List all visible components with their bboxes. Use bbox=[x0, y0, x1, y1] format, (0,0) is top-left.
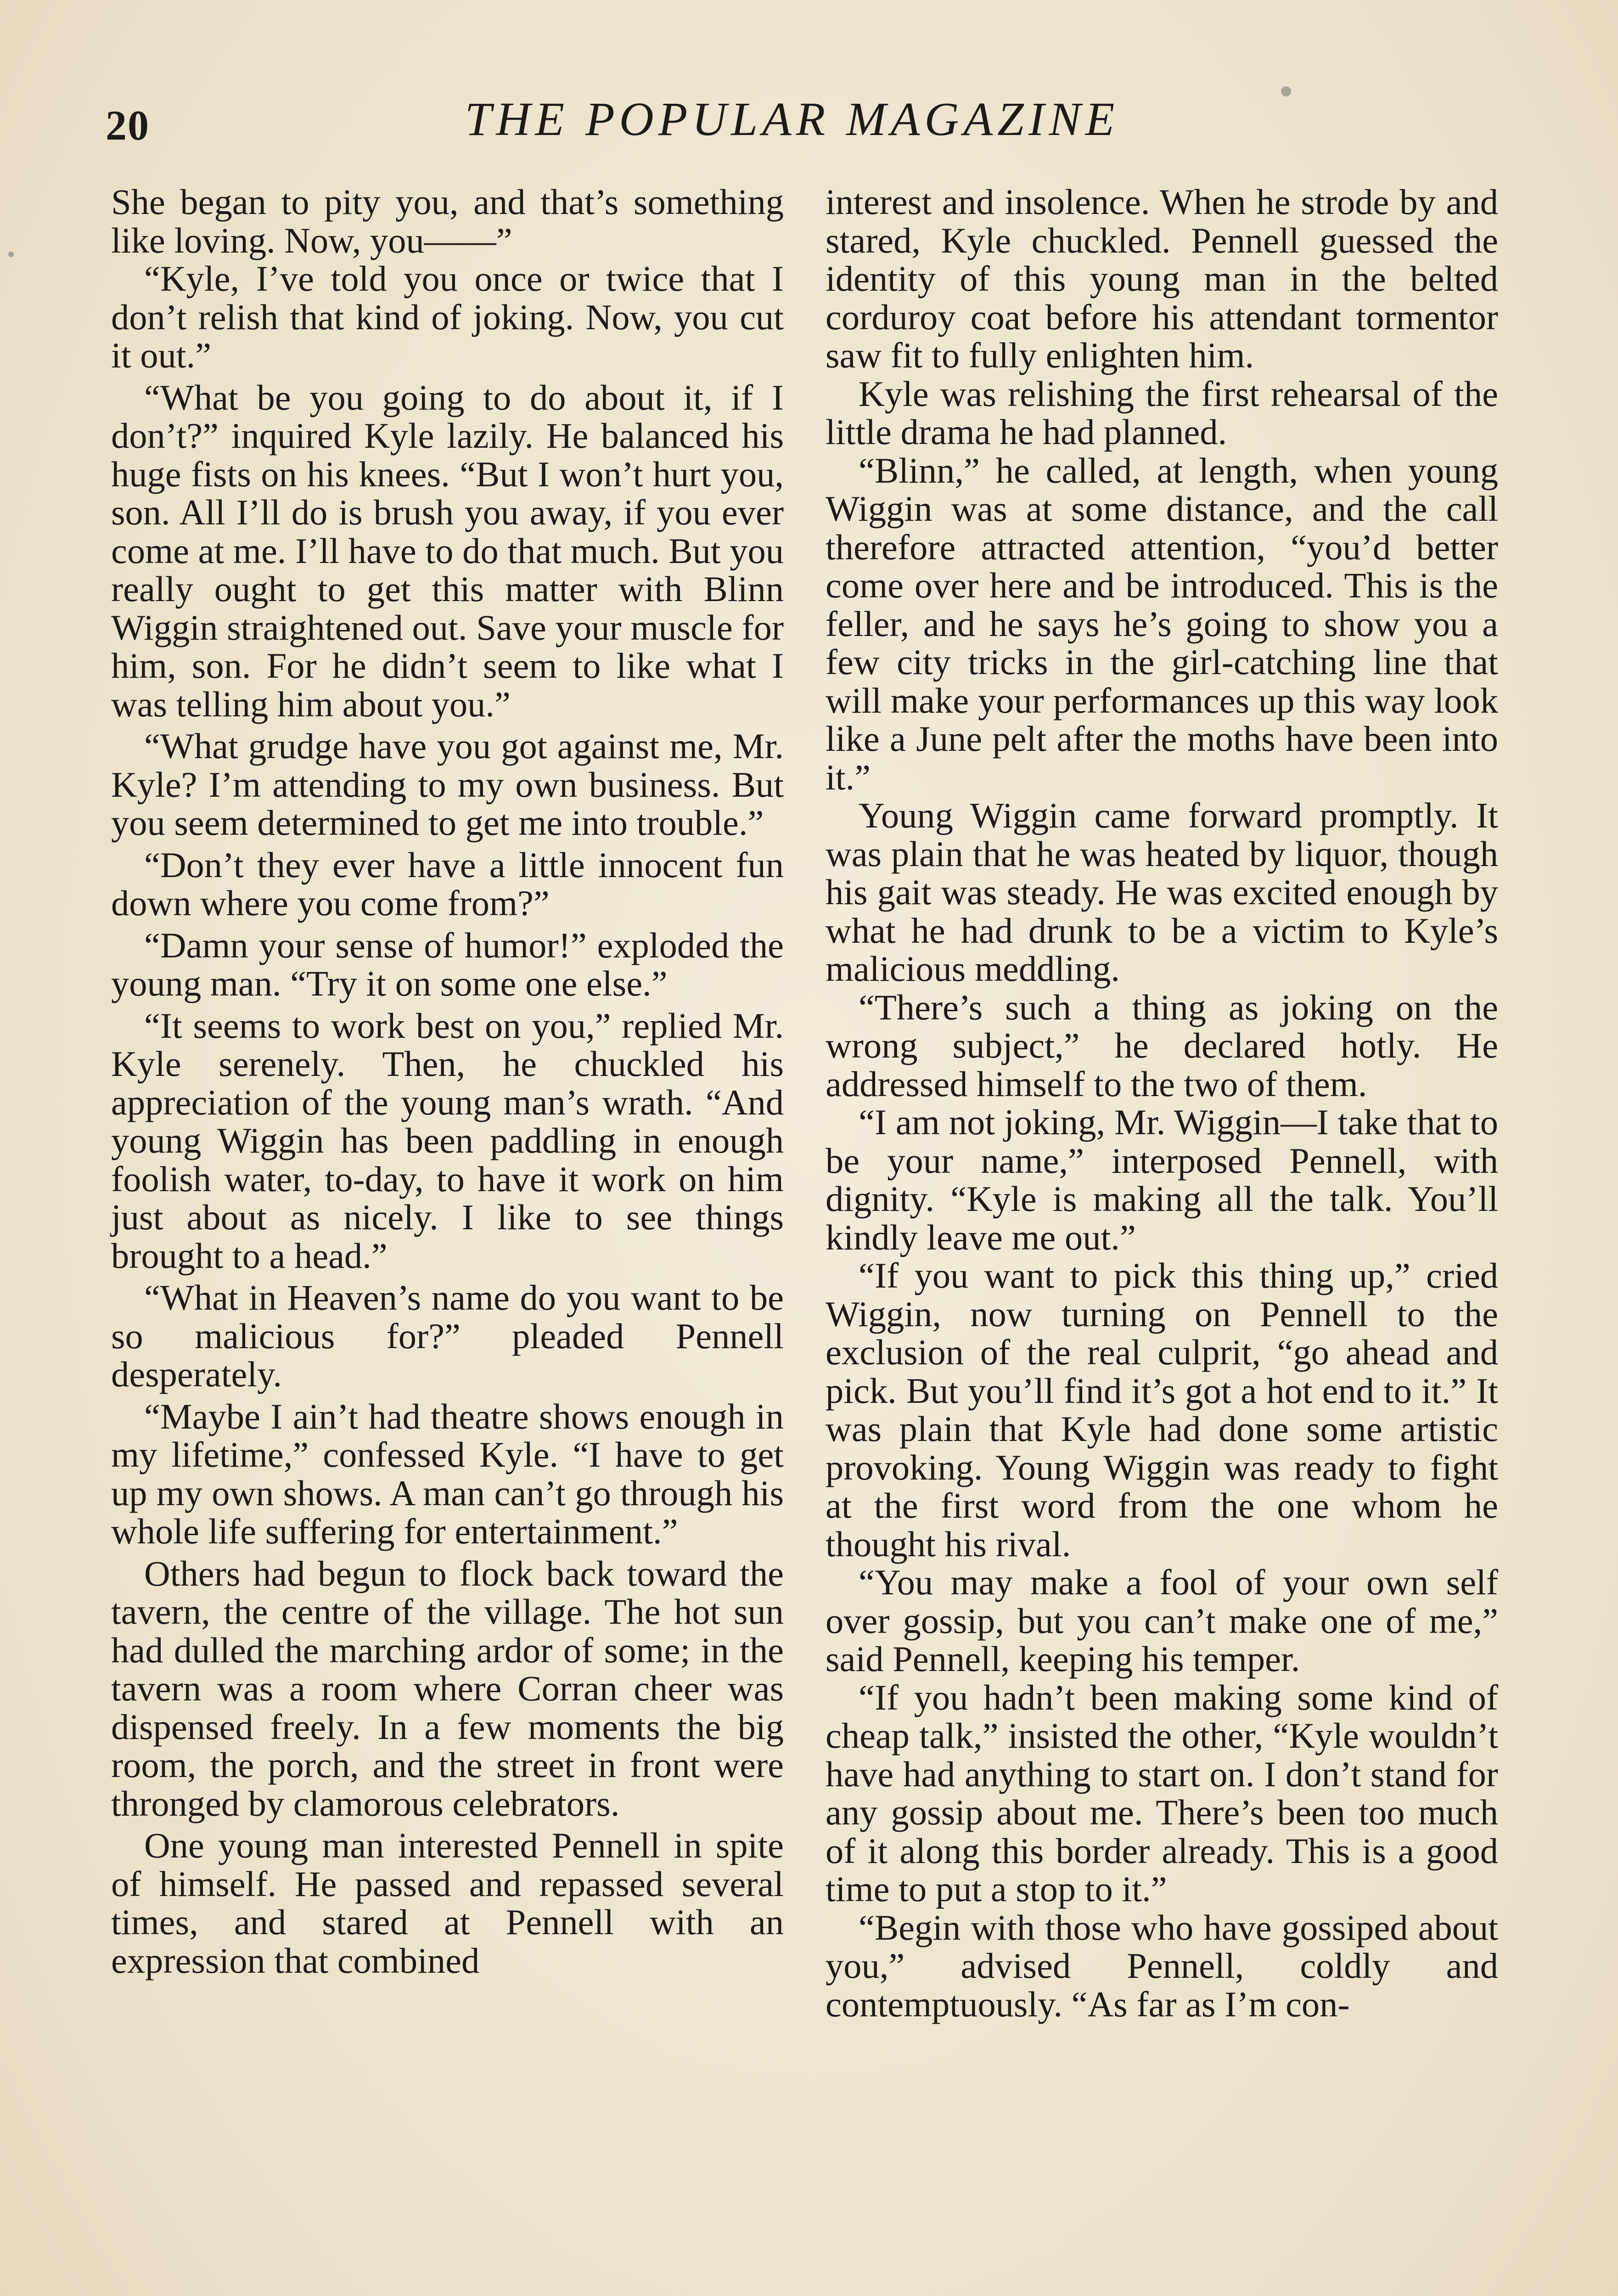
paragraph: Kyle was relishing the first rehearsal of the little drama he had planned. bbox=[826, 373, 1498, 452]
paragraph: “What be you going to do about it, if I don’t?” inquired Kyle lazily. He balanced his huge fists on his knees. “But I won’t hurt you, son. All I’ll do is brush you away, if you ever come at me. I’ll have to do that much. But you really ought to get this matter with Blinn Wiggin straightened out. Save your muscle for him, son. For he didn’t seem to like what I was telling him about you.” bbox=[111, 377, 784, 724]
paragraph: “Kyle, I’ve told you once or twice that I don’t relish that kind of joking. Now, you cut it out.” bbox=[111, 259, 784, 375]
paper-speck bbox=[1281, 86, 1291, 96]
paragraph: “What grudge have you got against me, Mr. Kyle? I’m attending to my own business. But you seem determined to get me into trouble.” bbox=[111, 726, 784, 843]
page-header bbox=[106, 92, 1478, 161]
paragraph: “Blinn,” he called, at length, when young Wiggin was at some distance, and the call therefore attracted attention, “you’d better come over here and be introduced. This is the feller, and he says he’s going to show you a few city tricks in the girl-catching line that will make your performances up this way look like a June pelt after the moths have been into it.” bbox=[826, 450, 1498, 797]
left-column bbox=[111, 183, 784, 1980]
paragraph: One young man interested Pennell in spite of himself. He passed and repassed several times, and stared at Pennell with an expression that combined bbox=[111, 1825, 784, 1981]
paragraph: Others had begun to flock back toward the tavern, the centre of the village. The hot sun had dulled the marching ardor of some; in the tavern was a room where Corran cheer was dispensed freely. In a few moments the big room, the porch, and the street in front were thronged by clamorous celebrators. bbox=[111, 1553, 784, 1823]
running-head: THE POPULAR MAGAZINE bbox=[465, 93, 1119, 146]
paragraph: “If you want to pick this thing up,” cried Wiggin, now turning on Pennell to the exclusion of the real culprit, “go ahead and pick. But you’ll find it’s got a hot end to it.” It was plain that Kyle had done some artistic provoking. Young Wiggin was ready to fight at the first word from the one whom he thought his rival. bbox=[826, 1255, 1498, 1564]
paragraph: “Begin with those who have gossiped about you,” advised Pennell, coldly and contemptuously. “As far as I’m con- bbox=[826, 1907, 1498, 2024]
paragraph: “There’s such a thing as joking on the wrong subject,” he declared hotly. He addressed himself to the two of them. bbox=[826, 987, 1498, 1104]
paragraph: interest and insolence. When he strode by and stared, Kyle chuckled. Pennell guessed the identity of this young man in the belted corduroy coat before his attendant tormentor saw fit to fully enlighten him. bbox=[826, 182, 1498, 375]
paragraph: “You may make a fool of your own self over gossip, but you can’t make one of me,” said Pennell, keeping his temper. bbox=[826, 1562, 1498, 1679]
paragraph: “If you hadn’t been making some kind of cheap talk,” insisted the other, “Kyle wouldn’t have had anything to start on. I don’t stand for any gossip about me. There’s been too much of it along this border already. This is a good time to put a stop to it.” bbox=[826, 1677, 1498, 1909]
right-column bbox=[826, 183, 1498, 2023]
paragraph: “Damn your sense of humor!” exploded the young man. “Try it on some one else.” bbox=[111, 925, 784, 1003]
paragraph: “Don’t they ever have a little innocent fun down where you come from?” bbox=[111, 844, 784, 923]
paragraph: “It seems to work best on you,” replied Mr. Kyle serenely. Then, he chuckled his appreciation of the young man’s wrath. “And young Wiggin has been paddling in enough foolish water, to-day, to have it work on him just about as nicely. I like to see things brought to a head.” bbox=[111, 1005, 784, 1276]
paragraph: “What in Heaven’s name do you want to be so malicious for?” pleaded Pennell desperately. bbox=[111, 1277, 784, 1394]
paragraph: Young Wiggin came forward promptly. It was plain that he was heated by liquor, though his gait was steady. He was excited enough by what he had drunk to be a victim to Kyle’s malicious meddling. bbox=[826, 795, 1498, 989]
page-number: 20 bbox=[106, 102, 150, 149]
paragraph: “Maybe I ain’t had theatre shows enough in my lifetime,” confessed Kyle. “I have to get up my own shows. A man can’t go through his whole life suffering for entertainment.” bbox=[111, 1396, 784, 1551]
paragraph: “I am not joking, Mr. Wiggin—I take that to be your name,” interposed Pennell, with dignity. “Kyle is making all the talk. You’ll kindly leave me out.” bbox=[826, 1102, 1498, 1257]
paper-speck bbox=[8, 252, 14, 257]
paragraph: She began to pity you, and that’s something like loving. Now, you——” bbox=[111, 182, 784, 260]
